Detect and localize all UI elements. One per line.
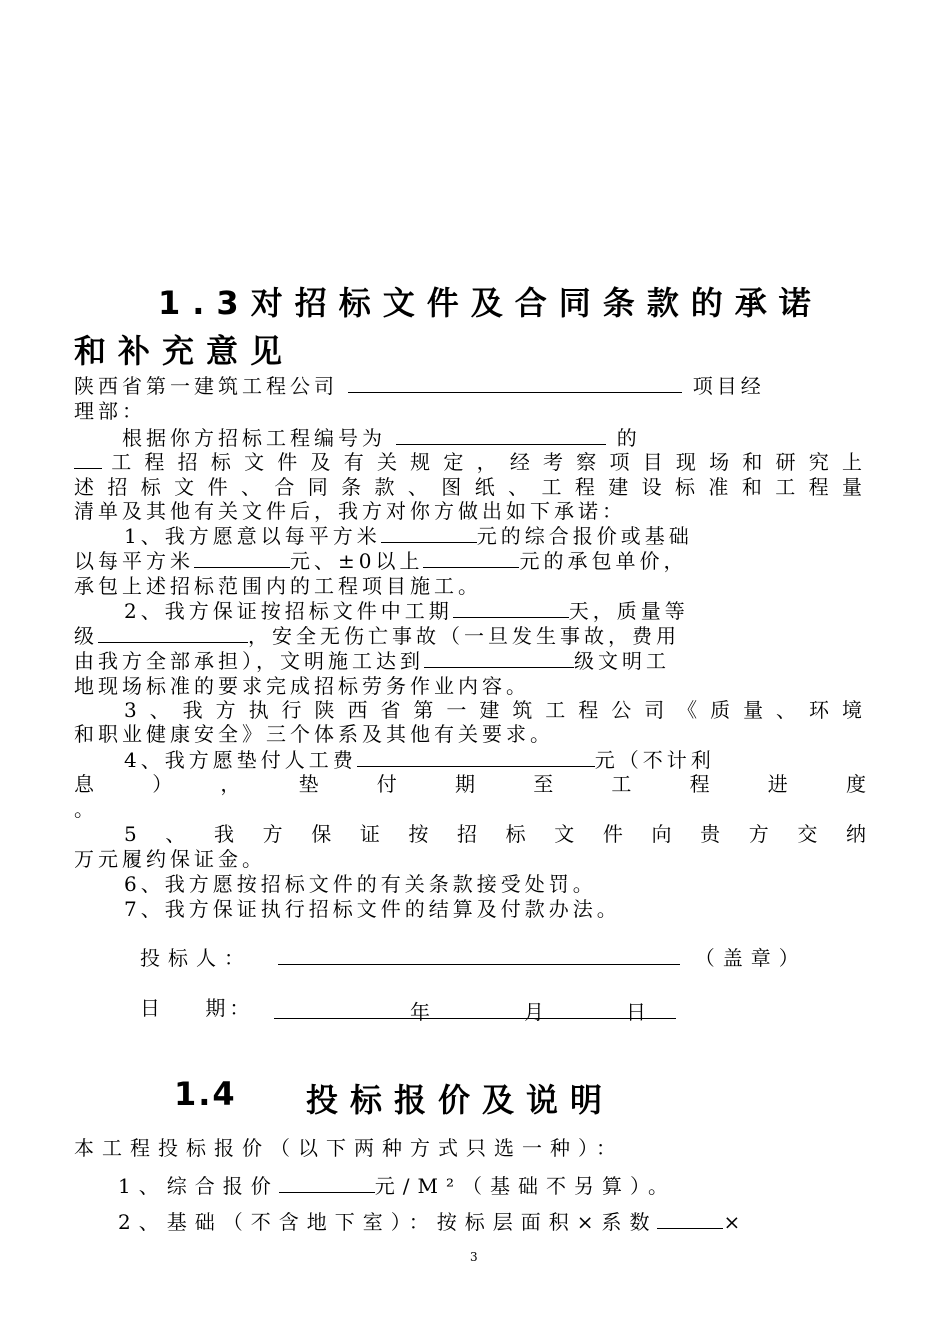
date-blank	[274, 996, 676, 1024]
item1-text-e: 元的承包单价，	[519, 549, 688, 573]
civilization-grade-blank	[424, 649, 574, 668]
item1-line3: 承包上述招标范围内的工程项目施工。	[74, 574, 482, 598]
price-per-sqm-blank	[381, 524, 477, 543]
para-line5: 述招标文件、合同条款、图纸、工程建设标准和工程量	[74, 475, 866, 499]
section-1-3-title-line2: 和补充意见	[74, 332, 295, 370]
item2-line2	[74, 624, 680, 648]
section-1-4-title: 投标报价及说明	[306, 1081, 615, 1119]
dept-label: 项目经	[692, 374, 765, 398]
item2-text-b: 天，质量等	[568, 599, 689, 623]
day-label: 日	[626, 1000, 646, 1024]
item1-line2	[74, 549, 687, 573]
project-blank	[348, 374, 682, 393]
option2-text-a: 2、基础（不含地下室）：按标层面积×系数	[118, 1210, 658, 1234]
of-text: 的	[616, 426, 641, 450]
item2-text-c: 级	[74, 624, 98, 648]
item2-text-e: 由我方全部承担），文明施工达到	[74, 649, 424, 673]
item5-text-a: 5、我方保证按招标文件向贵方交纳	[124, 822, 866, 846]
item1-text-c: 以每平方米	[74, 549, 194, 573]
option1-text-a: 1、综合报价	[118, 1174, 279, 1198]
option1-text-b: 元/M²（基础不另算）。	[374, 1174, 676, 1198]
coefficient-blank	[657, 1210, 723, 1229]
item2-text-f: 级文明工	[574, 649, 670, 673]
item4-line1	[124, 748, 715, 772]
line4-text: 工程招标文件及有关规定，经考察项目现场和研究上	[102, 450, 866, 474]
addressee-line	[74, 374, 765, 398]
project-name-blank	[74, 450, 102, 469]
composite-price-blank	[279, 1174, 375, 1193]
above-zero-price-blank	[423, 549, 519, 568]
date-label: 日 期：	[140, 996, 254, 1020]
item1-text-b: 元的综合报价或基础	[476, 524, 693, 548]
quality-grade-blank	[98, 624, 248, 643]
price-option-1	[118, 1174, 676, 1198]
item2-line4: 地现场标准的要求完成招标劳务作业内容。	[74, 674, 530, 698]
duration-blank	[453, 599, 569, 618]
bidder-label: 投标人：	[140, 946, 252, 970]
date-row	[140, 996, 253, 1020]
section-1-4-number: 1.4	[174, 1075, 237, 1113]
foundation-price-blank	[194, 549, 290, 568]
item4-text-b: 元（不计利	[594, 748, 715, 772]
item2-text-d: ，安全无伤亡事故（一旦发生事故，费用	[248, 624, 680, 648]
item1-line1	[124, 524, 693, 548]
section-1-3-title-line1: 1.3对招标文件及合同条款的承诺	[158, 284, 823, 322]
item4-text-c: 息），垫付期至工程进度	[74, 772, 866, 796]
bidder-signature-blank	[278, 946, 680, 965]
para-intro	[122, 426, 641, 450]
intro-text: 根据你方招标工程编号为	[122, 426, 386, 450]
item2-line3	[74, 649, 670, 673]
labor-cost-blank	[357, 748, 595, 767]
item4-text-a: 4、我方愿垫付人工费	[124, 748, 357, 772]
year-label: 年	[410, 1000, 430, 1024]
page-number: 3	[470, 1250, 478, 1264]
item5-line2: 万元履约保证金。	[74, 847, 266, 871]
item5-line1	[124, 822, 866, 846]
item1-text-d: 元、±0以上	[290, 549, 424, 573]
section-1-4-intro: 本工程投标报价（以下两种方式只选一种）：	[74, 1136, 624, 1160]
para-line6: 清单及其他有关文件后，我方对你方做出如下承诺：	[74, 499, 626, 523]
option2-text-b: ×	[723, 1210, 749, 1234]
item7-line: 7、我方保证执行招标文件的结算及付款办法。	[124, 897, 621, 921]
item4-line2	[74, 772, 866, 796]
item1-text-a: 1、我方愿意以每平方米	[124, 524, 381, 548]
item4-line3: 。	[74, 797, 98, 821]
item2-text-a: 2、我方保证按招标文件中工期	[124, 599, 453, 623]
addressee-line2: 理部：	[74, 399, 146, 423]
item3-line1: 3、我方执行陕西省第一建筑工程公司《质量、环境	[124, 698, 866, 722]
item6-line: 6、我方愿按招标文件的有关条款接受处罚。	[124, 872, 597, 896]
bidder-row	[140, 946, 807, 970]
company-name: 陕西省第一建筑工程公司	[74, 374, 338, 398]
item3-line2: 和职业健康安全》三个体系及其他有关要求。	[74, 722, 554, 746]
item2-line1	[124, 599, 689, 623]
seal-label: （盖章）	[694, 946, 807, 970]
tender-number-blank	[396, 426, 606, 445]
para-line4	[74, 450, 866, 474]
month-label: 月	[524, 1000, 544, 1024]
price-option-2	[118, 1210, 748, 1234]
